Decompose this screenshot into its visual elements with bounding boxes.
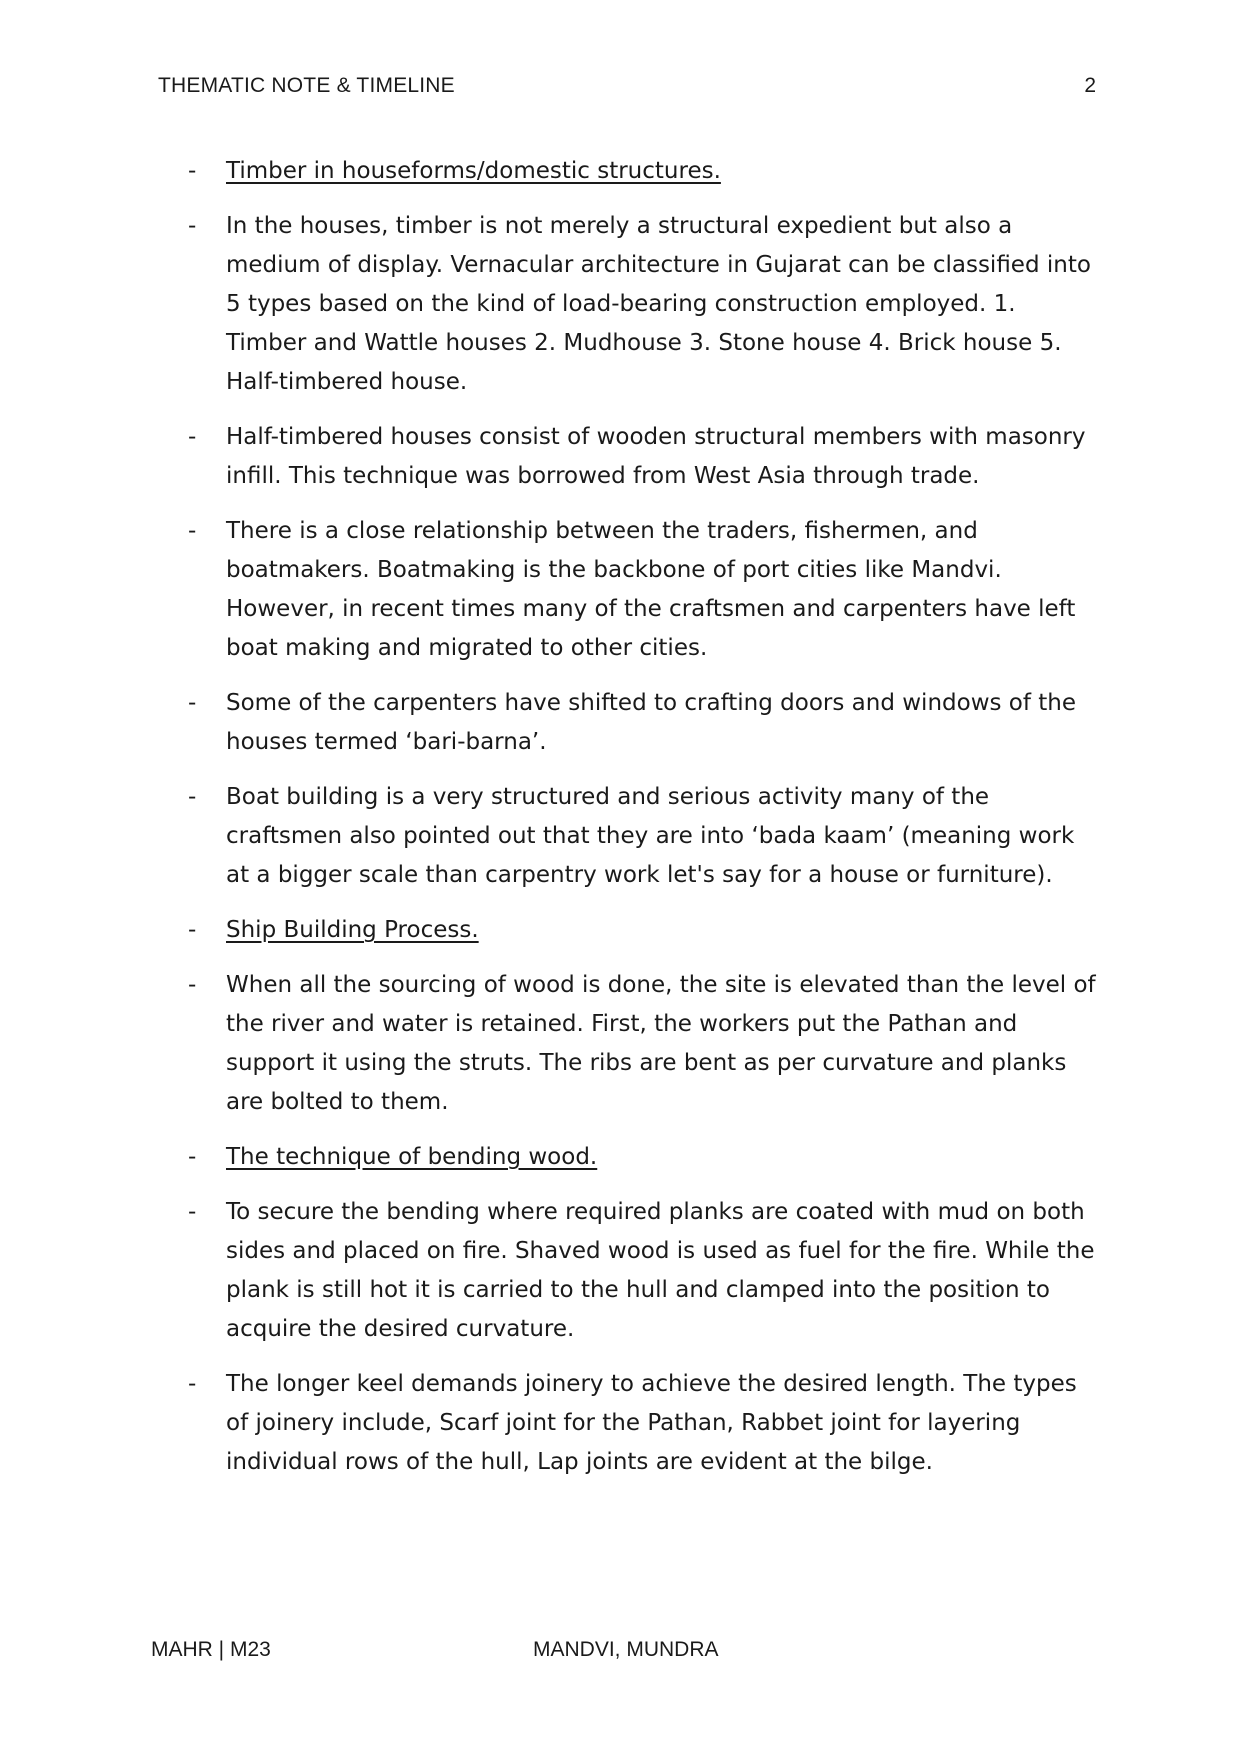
paragraph: There is a close relationship between the traders, fishermen, and boatmakers. Boatmaking is the backbone of port cities like Mandvi. However, in recent times many of the craftsmen and carpenters have left boat making and migrated to other cities. [226,518,1076,661]
list-item [188,207,1098,402]
list-marker: - [188,1199,197,1225]
footer-location: MANDVI, MUNDRA [533,1638,719,1661]
section-heading-bending-wood: The technique of bending wood. [226,1144,598,1170]
page-number: 2 [1084,74,1096,97]
list-marker: - [188,213,197,239]
list-item [188,1365,1098,1482]
list-item [188,684,1098,762]
paragraph: Some of the carpenters have shifted to crafting doors and windows of the houses termed ‘bari-barna’. [226,690,1077,755]
list-marker: - [188,518,197,544]
footer-author-code: MAHR | M23 [151,1638,271,1661]
section-heading-ship-building: Ship Building Process. [226,917,479,943]
list-marker: - [188,690,197,716]
list-marker: - [188,1144,197,1170]
list-item [188,778,1098,895]
paragraph: Half-timbered houses consist of wooden structural members with masonry infill. This technique was borrowed from West Asia through trade. [226,424,1086,489]
list-marker: - [188,917,197,943]
list-marker: - [188,1371,197,1397]
list-item [188,911,1098,950]
paragraph: The longer keel demands joinery to achieve the desired length. The types of joinery include, Scarf joint for the Pathan, Rabbet joint for layering individual rows of the hull, Lap joints are evident at the bilge. [226,1371,1077,1475]
paragraph: Boat building is a very structured and serious activity many of the craftsmen also pointed out that they are into ‘bada kaam’ (meaning work at a bigger scale than carpentry work let's say for a house or furniture). [226,784,1075,888]
header-title: THEMATIC NOTE & TIMELINE [158,74,455,97]
list-item [188,966,1098,1122]
list-item [188,512,1098,668]
list-marker: - [188,784,197,810]
section-heading-timber: Timber in houseforms/domestic structures. [226,158,721,184]
list-item [188,418,1098,496]
paragraph: When all the sourcing of wood is done, the site is elevated than the level of the river and water is retained. First, the workers put the Pathan and support it using the struts. The ribs are bent as per curvature and planks are bolted to them. [226,972,1096,1115]
list-item [188,1138,1098,1177]
list-marker: - [188,158,197,184]
paragraph: In the houses, timber is not merely a structural expedient but also a medium of display. Vernacular architecture in Gujarat can be classified into 5 types based on the kind of load-bearing construction employed. 1. Timber and Wattle houses 2. Mudhouse 3. Stone house 4. Brick house 5. Half-timbered house. [226,213,1091,395]
list-marker: - [188,972,197,998]
paragraph: To secure the bending where required planks are coated with mud on both sides and placed on fire. Shaved wood is used as fuel for the fire. While the plank is still hot it is carried to the hull and clamped into the position to acquire the desired curvature. [226,1199,1095,1342]
list-item [188,1193,1098,1349]
document-body [188,152,1098,1498]
list-marker: - [188,424,197,450]
list-item [188,152,1098,191]
